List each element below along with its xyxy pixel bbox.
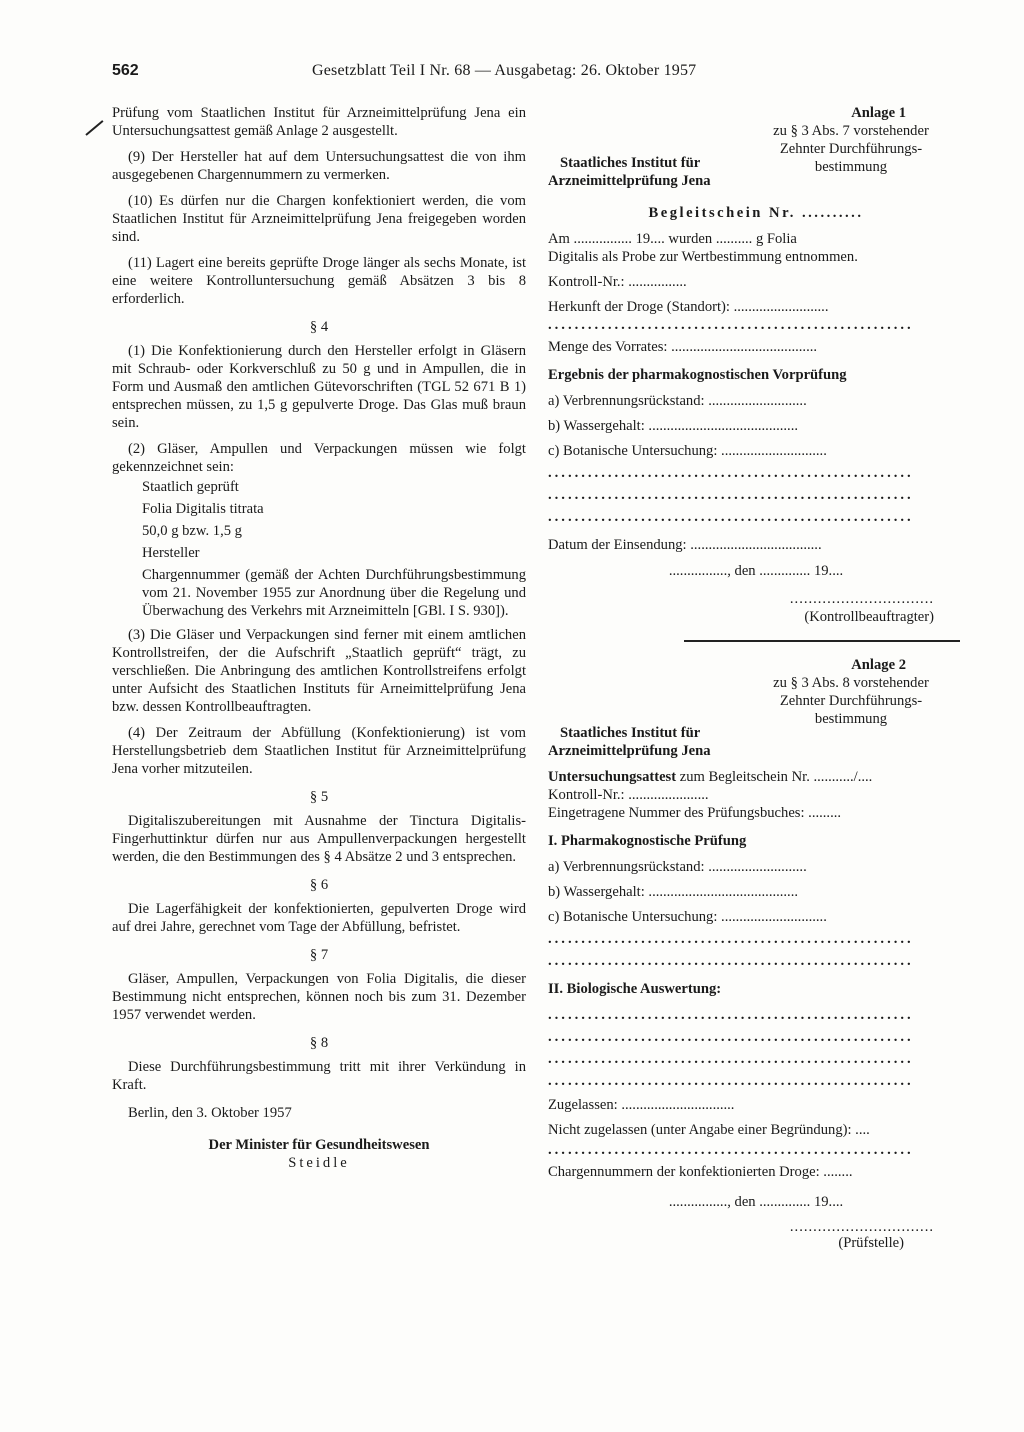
form-line-kontroll: Kontroll-Nr.: ...................... — [548, 787, 709, 803]
section-6-heading: § 6 — [309, 877, 329, 893]
label-line-2: Folia Digitalis titrata — [142, 501, 264, 517]
right-column — [548, 104, 964, 1252]
attest-rest: zum Begleitschein Nr. .........../.... — [679, 769, 873, 785]
form-line-c: c) Botanische Untersuchung: ............................. — [548, 909, 827, 925]
dotted-line: ....................................................... — [548, 1029, 914, 1045]
signature-label: (Kontrollbeauftragter) — [804, 609, 934, 625]
dotted-line: ....................................................... — [548, 953, 914, 969]
dotted-line: ....................................................... — [548, 487, 914, 503]
dotted-line: ....................................................... — [548, 317, 914, 333]
section-ii-heading: II. Biologische Auswertung: — [548, 981, 722, 997]
label-text-block — [112, 478, 526, 620]
anlage-1-title: Anlage 1 — [851, 105, 906, 121]
section-4-paragraph-3: (3) Die Gläser und Verpackungen sind ferner mit einem amtlichen Kontrollstreifen, der die Aufschrift „Staatlich geprüft“ trägt, zu verschließen. Die Anbringung des amtlichen Kontrollstreifens erfolgt unter Aufsicht des Staatlichen Instituts für Arneimittelprüfung Jena bzw. dessen Kontrollbeauftragten. — [112, 627, 526, 715]
label-line-3: 50,0 g bzw. 1,5 g — [142, 523, 242, 539]
section-5-text: Digitaliszubereitungen mit Ausnahme der Tinctura Digitalis-Fingerhuttinktur dürfen nur aus Ampullenverpackungen hergestellt werden, die den Bestimmungen des § 4 Absätze 2 und 3 entsprechen. — [112, 813, 526, 865]
form-line-am: Am ................ 19.... wurden .......... g Folia — [548, 231, 797, 247]
paragraph-11: (11) Lagert eine bereits geprüfte Droge länger als sechs Monate, ist eine weitere Kontrolluntersuchung gemäß Absätzen 3 bis 8 erforderlich. — [112, 255, 526, 307]
signature-label: (Prüfstelle) — [838, 1235, 904, 1251]
section-4-heading: § 4 — [309, 319, 329, 335]
attest-label: Untersuchungsattest — [548, 769, 677, 785]
form-line-pruefungsbuch: Eingetragene Nummer des Prüfungsbuches: ......... — [548, 805, 842, 821]
form-line-b: b) Wassergehalt: ......................................... — [548, 884, 799, 900]
form-line-a: a) Verbrennungsrückstand: ........................... — [548, 393, 807, 409]
signature-dots: ............................... — [789, 591, 934, 607]
form-line-a: a) Verbrennungsrückstand: ........................... — [548, 859, 807, 875]
page-number: 562 — [112, 62, 139, 79]
section-7-heading: § 7 — [309, 947, 329, 963]
anlage-2-title: Anlage 2 — [851, 657, 906, 673]
institute-line-2: Arzneimittelprüfung Jena — [548, 743, 711, 759]
dotted-line: ....................................................... — [548, 1073, 914, 1089]
dotted-line: ....................................................... — [548, 1142, 914, 1158]
form-line-attest — [548, 768, 964, 786]
anlage-1-ref-line-2: Zehnter Durchführungs- — [779, 141, 923, 157]
label-line-1: Staatlich geprüft — [142, 479, 239, 495]
form-line-b: b) Wassergehalt: ......................................... — [548, 418, 799, 434]
place-date: Berlin, den 3. Oktober 1957 — [128, 1105, 292, 1121]
separator-rule — [684, 640, 960, 642]
section-5-heading: § 5 — [309, 789, 329, 805]
form-line-herkunft: Herkunft der Droge (Standort): .......................... — [548, 299, 829, 315]
anlage-2-institute — [548, 724, 964, 760]
section-4-paragraph-1: (1) Die Konfektionierung durch den Hersteller erfolgt in Gläsern mit Schraub- oder Korkverschluß zu 50 g und in Ampullen, die in Form und Ausmaß den amtlichen Gütevorschriften (TGL 52 671 B 1) entsprechen müssen, zu 1,5 g gepulverte Droge. Das Glas muß braun sein. — [112, 343, 526, 431]
section-4-paragraph-2: (2) Gläser, Ampullen und Verpackungen müssen wie folgt gekennzeichnet sein: — [112, 441, 526, 475]
institute-line-1: Staatliches Institut für — [560, 155, 701, 171]
form-line-c: c) Botanische Untersuchung: ............................. — [548, 443, 827, 459]
institute-line-2: Arzneimittelprüfung Jena — [548, 173, 711, 189]
dotted-line: ....................................................... — [548, 931, 914, 947]
paragraph-10: (10) Es dürfen nur die Chargen konfektioniert werden, die vom Staatlichen Institut für Arzneimittelprüfung Jena freigegeben worden sind. — [112, 193, 526, 245]
anlage-2-ref-line-3: bestimmung — [814, 711, 888, 727]
form-line-chargennummern: Chargennummern der konfektionierten Droge: ........ — [548, 1164, 853, 1180]
anlage-2-ref-line-2: Zehnter Durchführungs- — [779, 693, 923, 709]
dotted-line: ....................................................... — [548, 1051, 914, 1067]
anlage-2-ref-line-1: zu § 3 Abs. 8 vorstehender — [773, 675, 929, 691]
form-line-menge: Menge des Vorrates: ........................................ — [548, 339, 818, 355]
signature-dots: ............................... — [789, 1219, 934, 1235]
paragraph-continuation: Prüfung vom Staatlichen Institut für Arzneimittelprüfung Jena ein Untersuchungsattest gemäß Anlage 2 ausgestellt. — [112, 105, 526, 139]
section-6-text: Die Lagerfähigkeit der konfektionierten, gepulverten Droge wird auf drei Jahre, gerechnet vom Tage der Abfüllung, befristet. — [112, 901, 526, 935]
form-line-digitalis: Digitalis als Probe zur Wertbestimmung entnommen. — [548, 249, 858, 265]
form-line-kontroll: Kontroll-Nr.: ................ — [548, 274, 687, 290]
institute-line-1: Staatliches Institut für — [560, 725, 701, 741]
vorpruefung-heading: Ergebnis der pharmakognostischen Vorprüfung — [548, 367, 847, 383]
form-line-ort-datum: ................, den .............. 19.... — [668, 563, 844, 579]
form-line-nicht-zugelassen: Nicht zugelassen (unter Angabe einer Begründung): .... — [548, 1122, 870, 1138]
section-i-heading: I. Pharmakognostische Prüfung — [548, 833, 747, 849]
anlage-1-ref-line-1: zu § 3 Abs. 7 vorstehender — [773, 123, 929, 139]
section-4-paragraph-4: (4) Der Zeitraum der Abfüllung (Konfektionierung) ist vom Herstellungsbetrieb dem Staatlichen Institut für Arzneimittelprüfung Jena vorher mitzuteilen. — [112, 725, 526, 777]
form-line-zugelassen: Zugelassen: ............................... — [548, 1097, 735, 1113]
section-8-text: Diese Durchführungsbestimmung tritt mit ihrer Verkündung in Kraft. — [112, 1059, 526, 1093]
form-line-datum: Datum der Einsendung: .................................... — [548, 537, 822, 553]
dotted-line: ....................................................... — [548, 465, 914, 481]
anlage-1-institute — [548, 154, 964, 190]
left-column — [112, 104, 526, 1172]
anlage-1-ref-line-3: bestimmung — [814, 159, 888, 175]
page-header — [112, 62, 962, 86]
signatory-title: Der Minister für Gesundheitswesen — [208, 1137, 430, 1153]
dotted-line: ....................................................... — [548, 509, 914, 525]
dotted-line: ....................................................... — [548, 1007, 914, 1023]
label-line-5: Chargennummer (gemäß der Achten Durchführungsbestimmung vom 21. November 1955 zur Anordnung über die Regelung und Überwachung des Verkehrs mit Arzneimitteln [GBl. I S. 930]). — [142, 567, 526, 619]
gazette-title: Gesetzblatt Teil I Nr. 68 — Ausgabetag: 26. Oktober 1957 — [312, 62, 697, 79]
signatory-name: Steidle — [288, 1155, 350, 1171]
label-line-4: Hersteller — [142, 545, 200, 561]
section-8-heading: § 8 — [309, 1035, 329, 1051]
paragraph-9: (9) Der Hersteller hat auf dem Untersuchungsattest die von ihm ausgegebenen Chargennummern zu vermerken. — [112, 149, 526, 183]
form-line-ort-datum: ................, den .............. 19.... — [668, 1194, 844, 1210]
margin-pen-mark — [85, 120, 103, 136]
section-7-text: Gläser, Ampullen, Verpackungen von Folia Digitalis, die dieser Bestimmung nicht entsprechen, können noch bis zum 31. Dezember 1957 verwendet werden. — [112, 971, 526, 1023]
begleitschein-heading: Begleitschein Nr. .......... — [648, 205, 864, 221]
